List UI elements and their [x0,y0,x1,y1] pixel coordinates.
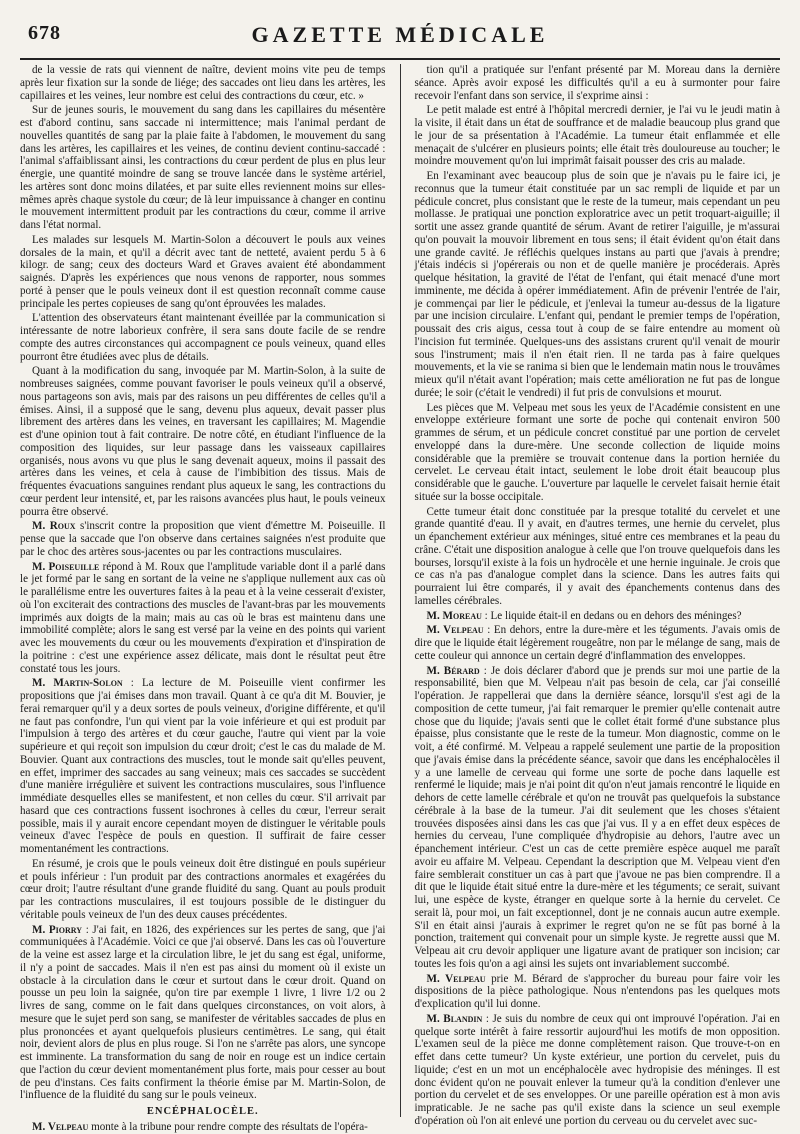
page-title: GAZETTE MÉDICALE [251,22,549,47]
speaker-name: M. Piorry [32,923,83,936]
paragraph-text: L'attention des observateurs étant maintenant éveillée par la communication si intéressante de notre laborieux confrère, il sera sans doute facile de se rendre compte des autres circonstances qui accompagnent ce pouls veineux, quand elles pourront être étudiées avec plus de détails. [20,312,386,363]
paragraph [415,506,781,608]
speaker-name: M. Roux [32,520,76,533]
paragraph [20,520,386,558]
speaker-name: M. Martin-Solon [32,677,123,690]
speaker-name: M. Poiseuille [32,560,100,573]
paragraph [20,64,386,102]
column-divider [400,64,401,1117]
paragraph-text: En résumé, je crois que le pouls veineux doit être distingué en pouls supérieur et pouls inférieur : l'un produit par des contractions anormales et exagérées du cœur droit; l'autre résultant d'une grande fluidité du sang. Quant au pouls produit par les contractions musculaires, il est toujours possible de le distinguer du véritable pouls veineux de l'un des deux causes précédentes. [20,857,386,921]
paragraph [20,561,386,676]
paragraph-text: s'inscrit contre la proposition que vient d'émettre M. Poiseuille. Il pense que la saccade que l'on observe dans certaines saignées n'est produite que par le choc des artères sous-jacentes ou par les contractions musculaires. [20,520,386,558]
paragraph [20,104,386,232]
paragraph [20,312,386,363]
paragraph [415,624,781,662]
paragraph [20,858,386,922]
paragraph-text: Quant à la modification du sang, invoquée par M. Martin-Solon, à la suite de nombreuses saignées, comme pouvant favoriser le pouls veineux qu'il a observé, nous partageons son avis, mais par des raisons un peu différentes de celles qu'il a émises. Ainsi, il a supposé que le sang, devenu plus aqueux, devait passer plus librement des artères dans les veines, en traversant les capillaires; M. Magendie est d'une opinion tout à fait contraire. De notre côté, en étudiant l'influence de la composition des liquides, sur leur passage dans les vaisseaux capillaires organisés, nous avons vu que plus le sang devenait aqueux, moins il passait des artères dans les veines, et cela à cause de l'imbibition des tissus. Mais de fréquentes évacuations sanguines rendant plus aqueux le sang, les contractions du cœur perdent leur intensité, et, par les raisons avancées plus haut, le pouls veineux pourra être observé. [20,365,386,518]
paragraph [20,1121,386,1134]
speaker-name: M. Bérard [426,664,480,677]
paragraph [20,234,386,311]
speaker-name: M. Blandin [426,1012,483,1025]
paragraph-text: Les pièces que M. Velpeau met sous les yeux de l'Académie consistent en une enveloppe extérieure formant une sorte de poche qui contenait environ 500 grammes de sérum, et un pédicule concret constitué par une portion de cervelet enveloppé dans la dure-mère. Une seconde collection de liquide moins considérable que la première se trouvait contenue dans la portion herniée du cervelet. Le cerveau était intact, seulement le lobe droit était beaucoup plus considérable que le gauche. L'ouverture par laquelle le cervelet faisait hernie était située sur la bosse occipitale. [414,401,780,503]
paragraph [20,677,386,856]
paragraph [20,365,386,518]
paragraph-text: de la vessie de rats qui viennent de naître, devient moins vite peu de temps après leur fixation sur la sonde de liége; des saccades ont lieu dans les artères, les capillaires et les veines, leur nombre est celui des contractions du cœur, etc. » [20,64,386,102]
paragraph [415,402,781,504]
paragraph-text: Sur de jeunes souris, le mouvement du sang dans les capillaires du mésentère est d'abord continu, sans saccade ni intermittence; mais l'animal perdant de nouvelles quantités de sang par la plaie faite à l'abdomen, le mouvement du sang dans les artères, les capillaires et les veines, de continu devient continu-saccadé : l'animal s'affaiblissant ainsi, les contractions du cœur perdent de plus en plus leur énergie, une quantité moindre de sang se trouve lancée dans le système artériel, les artères sont donc moins dilatées, et par suite elles reviennent moins sur elles-mêmes après chaque systole du cœur; de là leur impuissance à changer en continu le mouvement intermittent produit par les contractions du cœur, comme il arrive dans l'état normal. [20,104,386,231]
paragraph [415,170,781,400]
speaker-name: M. Velpeau [426,624,484,637]
paragraph-text: : Je suis du nombre de ceux qui ont improuvé l'opération. J'ai en quelque sorte intérêt à faire ressortir aujourd'hui les motifs de mon opposition. L'examen seul de la pièce me donne complètement raison. Que trouve-t-on en effet dans cette tumeur? Un kyste extérieur, une portion du cervelet, puis du liquide; c'est en un mot un encéphalocèle avec hydropisie des méninges. Il est donc évident qu'on ne pouvait enlever la tumeur qu'à la condition d'enlever une portion du cervelet et de ses enveloppes. Or une pareille opération est à mon avis impraticable. Je ne sache pas qu'il existe dans la science un seul exemple d'opération où l'on ait enlevé une portion du cerveau ou du cervelet avec suc- [414,1012,780,1127]
paragraph-text: Les malades sur lesquels M. Martin-Solon a découvert le pouls aux veines dorsales de la main, et qu'il a décrit avec tant de netteté, avaient perdu 5 à 6 kilogr. de sang; ceux des docteurs Ward et Graves avaient été abondamment saignés. D'après les expériences que nous venons de rapporter, nous sommes porté à penser que le pouls veineux dont il est question reconnaît comme cause principale les pertes copieuses de sang qu'ont éprouvées les malades. [20,233,386,310]
paragraph-text: Le petit malade est entré à l'hôpital mercredi dernier, je l'ai vu le jeudi matin à la visite, il était dans un état de souffrance et de maladie beaucoup plus grand que le jour de sa présentation à l'Académie. La tumeur était enflammée et elle menaçait de s'ulcérer en plusieurs points; elle était très douloureuse au toucher; le moindre mouvement qu'on lui imprimât faisait pousser des cris au malade. [414,104,780,168]
paragraph [415,973,781,1011]
paragraph-text: En l'examinant avec beaucoup plus de soin que je n'avais pu le faire ici, je reconnus que la tumeur était constituée par un sac rempli de liquide et par un pédicule concret, plus consistant que le reste de la tumeur, mais cependant un peu mollasse. Je pratiquai une ponction exploratrice avec un petit troquart-aiguille; il sortit une assez grande quantité de sérum. Avant de retirer l'aiguille, je m'assurai qu'on pouvait la mouvoir librement en tous sens; il était évident qu'on était dans une grande cavité. Je réfléchis quelques instans au parti que j'avais à prendre; j'étais indécis si j'opérerais ou non et de quelle manière je procéderais. Après quelque hésitation, la gravité de l'état de l'enfant, qui était menacé d'une mort imminente, me décida à opérer immédiatement. Afin de prévenir l'entrée de l'air, je commençai par lier le pédicule, et j'enlevai la tumeur au-dessus de la ligature par une incision circulaire. L'enfant qui, pendant le premier temps de l'opération, poussait des cris aigus, cessa tout à coup de se faire entendre au moment où l'incision fut terminée. Quelques-uns des assistans crurent qu'il venait de mourir sous l'instrument; mais il n'en était rien. Il ne tarda pas à faire quelques mouvements, et la vie se ranima si bien que le lendemain matin nous le trouvâmes mieux qu'il n'était avant l'opération; mais cette amélioration ne fut pas de longue durée; le soir (c'était le vendredi) il fut pris de convulsions et mourut. [414,170,780,399]
page-number: 678 [28,22,61,44]
header-rule [20,58,780,60]
paragraph-text: répond à M. Roux que l'amplitude variable dont il a parlé dans le jet formé par le sang en sortant de la veine ne s'applique nullement aux cas où le parallélisme entre les ouvertures faites à la peau et à la veine cesserait d'exister, où l'on exciterait des contractions des muscles de l'avant-bras par les mouvements imprimés aux doigts de la main; mais au cas où le bras est maintenu dans une immobilité complète; alors le sang est versé par la veine en des points qui varient avec les mouvements du cœur ou les mouvements d'expiration et d'inspiration de la poitrine : c'est une expérience assez délicate, mais dont le résultat peut être constaté tous les jours. [20,560,386,675]
paragraph [415,610,781,623]
text-columns [20,64,780,1133]
speaker-name: M. Velpeau [32,1120,89,1133]
paragraph-text: : Je dois déclarer d'abord que je prends sur moi une partie de la responsabilité, bien que M. Velpeau n'ait pas besoin de cela, car j'ai conseillé l'opération. Je rappellerai que dans la dernière séance, lorsqu'il s'est agi de la composition de cette tumeur, j'ai fait remarquer le premier qu'elle contenait autre chose que du liquide; j'avais senti que le collet était formé d'une substance plus épaisse, plus consistante que le reste de la tumeur. Mon diagnostic, comme on le voit, a été confirmé. M. Velpeau a rappelé seulement une partie de la proposition que j'avais émise dans la précédente séance, savoir que dans les encéphalocèles il y a une lamelle de cerveau qui forme une sorte de poche dans laquelle est renfermé le liquide; mais je n'ai point dit qu'on n'eut jamais rencontré le liquide en dehors de cette lamelle cérébrale et qu'on ne trouvât pas quelquefois la substance cérébrale à la base de la tumeur. J'ai dit seulement que les choses s'étaient trouvées disposées ainsi dans les cas que j'ai vus. Il y a en effet deux espèces de hernies du cerveau, l'une compliquée d'hydropisie au dehors, l'autre avec un épanchement intérieur. C'est un cas de cette première espèce auquel me paraît avoir eu affaire M. Velpeau. Cependant la description que M. Velpeau vient d'en faire semblerait constituer un cas à part que j'avoue ne pas bien comprendre. Il a dit que le liquide était situé entre la dure-mère et les téguments; ce serait, suivant lui, une espèce de kyste, étranger en quelque sorte à la hernie du cervelet. Ce serait là, pour moi, un fait exceptionnel, dont je ne connais aucun autre exemple. S'il en était ainsi j'aurais à exprimer le regret qu'on ne se fût pas borné à la ponction, traitement qui convenait pour un simple kyste. Je regrette aussi que M. Velpeau ait cru devoir appliquer une ligature avant de pratiquer son incision; car toutes les fois qu'on a agi ainsi les sujets ont invariablement succombé. [414,664,780,970]
speaker-name: M. Velpeau [426,972,486,985]
paragraph-text: Cette tumeur était donc constituée par la presque totalité du cervelet et une grande quantité d'eau. Il y avait, en d'autres termes, une hernie du cervelet, plus un épanchement extérieur aux méninges, situé entre ces membranes et la peau du crâne. C'était une disposition analogue à celle que l'on trouve quelquefois dans les bourses, lorsqu'il existe à la fois un hydrocèle et une hernie inguinale. Je crois que ce cas n'a pas d'analogue complet dans la science. Dans les autres faits qui pourraient lui être comparés, il y avait des épanchements contenus dans des lamelles cérébrales. [414,505,780,607]
paragraph [415,665,781,971]
paragraph-text: : J'ai fait, en 1826, des expériences sur les pertes de sang, que j'ai communiquées à l'Académie. Voici ce que j'ai observé. Dans les cas où l'ouverture de la veine est assez large et la circulation libre, le jet du sang est égal, uniforme, il n'y a point de saccades. Mais il n'en est pas ainsi du moment où il existe un obstacle à la circulation dans le cœur et surtout dans le cœur droit. Quand on pousse un peu loin la saignée, qu'on tire par exemple 1 livre, 1 livre 1/2 ou 2 livres de sang, comme on le fait dans quelques circonstances, on voit alors, à mesure que le sujet perd son sang, se manifester de véritables saccades de plus en plus prononcées et ayant quelquefois plusieurs centimètres. Le sang, qui était noir, devient alors de plus en plus rouge. Si l'on ne s'arrête pas alors, une syncope est imminente. La transformation du sang de noir en rouge est un indice certain que l'action du cœur devient momentanément plus forte, mais pour cesser au bout de peu d'instans. Ces faits confirment la théorie émise par M. Martin-Solon, de l'influence de la fluidité du sang sur le pouls veineux. [20,923,386,1102]
paragraph [415,64,781,102]
paragraph-text: : En dehors, entre la dure-mère et les téguments. J'avais omis de dire que le liquide était légèrement rougeâtre, non par le mélange de sang, mais de cette couleur qui annonce un certain degré d'inflammation des enveloppes. [414,624,780,662]
page-header [20,20,780,50]
paragraph [415,104,781,168]
section-heading: ENCÉPHALOCÈLE. [146,1106,259,1117]
paragraph [20,924,386,1103]
paragraph [415,1013,781,1128]
left-column [20,64,386,1133]
paragraph-text: prie M. Bérard de s'approcher du bureau pour faire voir les dispositions de la pièce pathologique. Nous n'entendons pas les quelques mots d'explication qu'il lui donne. [414,972,780,1010]
right-column [414,64,781,1127]
paragraph-text: monte à la tribune pour rendre compte des résultats de l'opéra- [91,1120,368,1133]
speaker-name: M. Moreau [426,609,482,622]
paragraph-text: : La lecture de M. Poiseuille vient confirmer les propositions que j'ai émises dans mon travail. Quant à ce qu'a dit M. Bouvier, je ferai remarquer qu'il y a deux sortes de pouls veineux, d'origine différente, et qu'il ne faut pas confondre, l'un qui vient par la voie inférieure et qui est produit par l'impulsion à tergo des artères et du cœur gauche, l'autre qui vient par la voie supérieure et qui reçoit son impulsion du cœur droit; c'est le cas du malade de M. Bouvier. Quant aux contractions des muscles, tout le monde sait qu'elles peuvent, en effet, imprimer des saccades au sang veineux; mais ces saccades se succèdent d'une manière irrégulière et suivent les contractions musculaires, sous l'influence immédiate desquelles elles se manifestent, et non celles du cœur. S'il arrivait par hasard que ces contractions fussent isochrones à celles du cœur, l'erreur serait possible, mais il y aurait encore cependant moyen de distinguer le véritable pouls veineux d'avec l'espèce de pouls en question. Il suffirait de faire cesser momentanément les contractions. [20,677,386,855]
paragraph-text: : Le liquide était-il en dedans ou en dehors des méninges? [484,609,742,622]
paragraph-text: tion qu'il a pratiquée sur l'enfant présenté par M. Moreau dans la dernière séance. Après avoir exposé les difficultés qu'il a eu à surmonter pour faire recevoir l'enfant dans son service, il s'exprime ainsi : [414,64,780,102]
